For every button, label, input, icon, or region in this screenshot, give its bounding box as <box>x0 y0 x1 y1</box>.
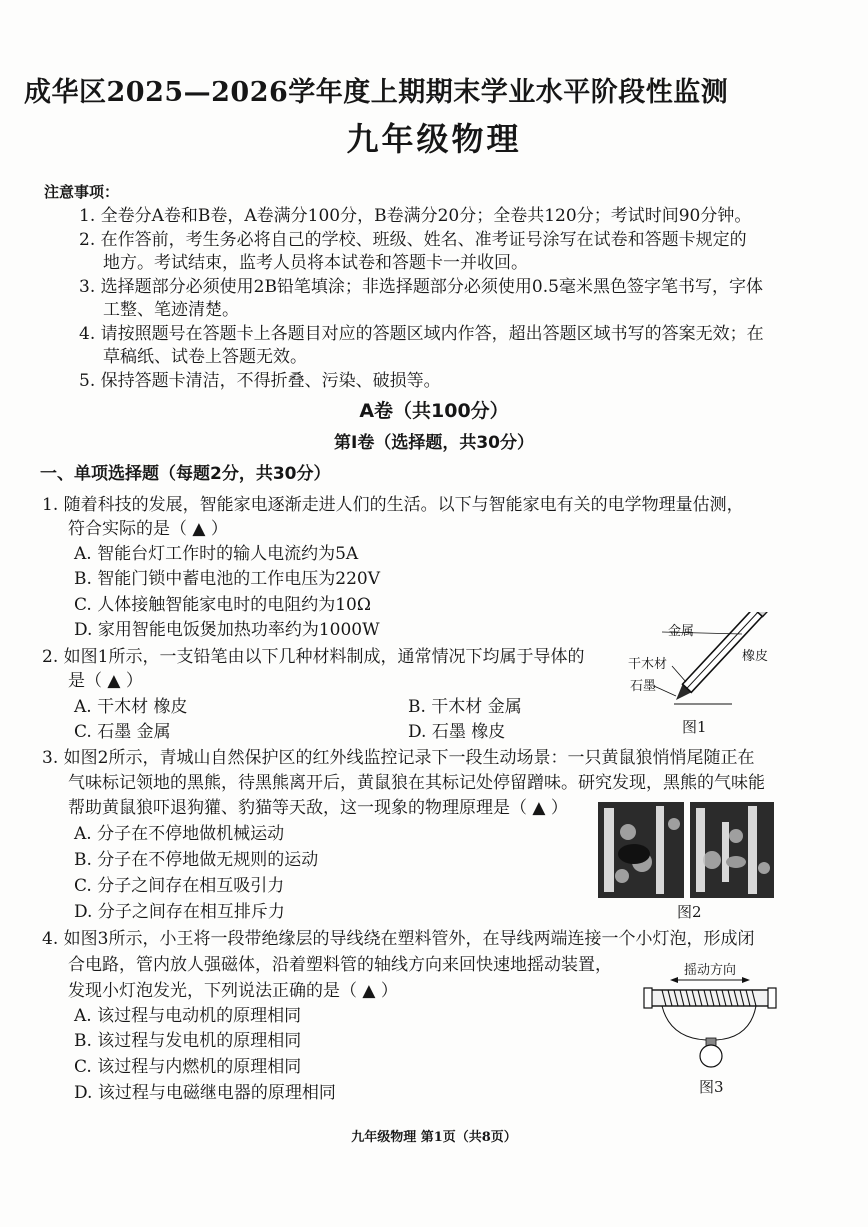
notice-line: 3. 选择题部分必须使用2B铅笔填涂；非选择题部分必须使用0.5毫米黑色签字笔书写，字体 <box>79 277 763 297</box>
q2-stem-line2: 是（ ▲ ） <box>68 671 143 691</box>
q3-option-b: B. 分子在不停地做无规则的运动 <box>74 850 319 870</box>
q4-option-d: D. 该过程与电磁继电器的原理相同 <box>74 1083 336 1103</box>
q1-stem-line1: 1. 随着科技的发展，智能家电逐渐走进人们的生活。以下与智能家电有关的电学物理量估测， <box>42 495 744 515</box>
q3-option-d: D. 分子之间存在相互排斥力 <box>74 902 285 922</box>
q4-option-a: A. 该过程与电动机的原理相同 <box>74 1006 302 1026</box>
fig3-caption: 图3 <box>699 1078 724 1096</box>
notice-line: 草稿纸、试卷上答题无效。 <box>103 347 307 367</box>
q4-stem-line1: 4. 如图3所示，小王将一段带绝缘层的导线绕在塑料管外，在导线两端连接一个小灯泡，形成闭 <box>42 929 755 949</box>
q1-option-a: A. 智能台灯工作时的输人电流约为5A <box>74 544 359 564</box>
q4-option-b: B. 该过程与发电机的原理相同 <box>74 1031 302 1051</box>
exam-subject: 九年级物理 <box>346 120 522 158</box>
q2-option-b: B. 干木材 金属 <box>408 697 522 717</box>
page-footer: 九年级物理 第1页（共8页） <box>351 1130 517 1145</box>
q4-stem-line2: 合电路，管内放人强磁体，沿着塑料管的轴线方向来回快速地摇动装置， <box>68 955 612 975</box>
figure-1-pencil <box>614 612 794 742</box>
notice-heading: 注意事项： <box>44 183 120 201</box>
section-a-heading: A卷（共100分） <box>359 400 509 422</box>
fig2-caption: 图2 <box>677 903 702 921</box>
q2-option-a: A. 干木材 橡皮 <box>74 697 188 717</box>
fig1-label-metal: 金属 <box>668 624 695 639</box>
fig1-label-graphite: 石墨 <box>630 679 657 694</box>
q3-option-a: A. 分子在不停地做机械运动 <box>74 824 285 844</box>
fig1-caption: 图1 <box>682 718 707 736</box>
notice-line: 4. 请按照题号在答题卡上各题目对应的答题区域内作答，超出答题区域书写的答案无效；在 <box>79 324 764 344</box>
q4-option-c: C. 该过程与内燃机的原理相同 <box>74 1057 302 1077</box>
q4-stem-line3: 发现小灯泡发光，下列说法正确的是（ ▲ ） <box>68 981 398 1001</box>
fig3-label-direction: 摇动方向 <box>684 963 737 978</box>
q1-option-b: B. 智能门锁中蓄电池的工作电压为220V <box>74 569 381 589</box>
notice-line: 工整、笔迹清楚。 <box>103 300 239 320</box>
exam-title: 成华区2025—2026学年度上期期末学业水平阶段性监测 <box>24 77 729 108</box>
q1-option-d: D. 家用智能电饭煲加热功率约为1000W <box>74 620 380 640</box>
figure-3-coil <box>640 958 780 1098</box>
notice-line: 2. 在作答前，考生务必将自己的学校、班级、姓名、准考证号涂写在试卷和答题卡规定的 <box>79 230 747 250</box>
q3-stem-line3: 帮助黄鼠狼吓退狗獾、豹猫等天敌，这一现象的物理原理是（ ▲ ） <box>68 798 568 818</box>
fig1-label-eraser: 橡皮 <box>742 649 769 664</box>
figure-2-photos <box>598 802 774 921</box>
section-question-heading: 一、单项选择题（每题2分，共30分） <box>40 464 331 484</box>
q3-option-c: C. 分子之间存在相互吸引力 <box>74 876 285 896</box>
q1-stem-line2: 符合实际的是（ ▲ ） <box>68 519 228 539</box>
q2-option-c: C. 石墨 金属 <box>74 722 171 742</box>
fig1-label-wood: 干木材 <box>628 657 668 672</box>
notice-line: 1. 全卷分A卷和B卷，A卷满分100分，B卷满分20分；全卷共120分；考试时间90分钟。 <box>79 206 752 226</box>
section-1-heading: 第Ⅰ卷（选择题，共30分） <box>334 433 534 453</box>
q3-stem-line2: 气味标记领地的黑熊，待黑熊离开后，黄鼠狼在其标记处停留蹭味。研究发现，黑熊的气味能 <box>68 773 765 793</box>
q2-stem-line1: 2. 如图1所示，一支铅笔由以下几种材料制成，通常情况下均属于导体的 <box>42 647 585 667</box>
notice-line: 地方。考试结束，监考人员将本试卷和答题卡一并收回。 <box>103 253 528 273</box>
q3-stem-line1: 3. 如图2所示，青城山自然保护区的红外线监控记录下一段生动场景：一只黄鼠狼悄悄尾随正在 <box>42 748 755 768</box>
camera-trap-photos <box>598 802 774 898</box>
q2-option-d: D. 石墨 橡皮 <box>408 722 506 742</box>
notice-line: 5. 保持答题卡清洁，不得折叠、污染、破损等。 <box>79 371 441 391</box>
q1-option-c: C. 人体接触智能家电时的电阻约为10Ω <box>74 595 371 615</box>
